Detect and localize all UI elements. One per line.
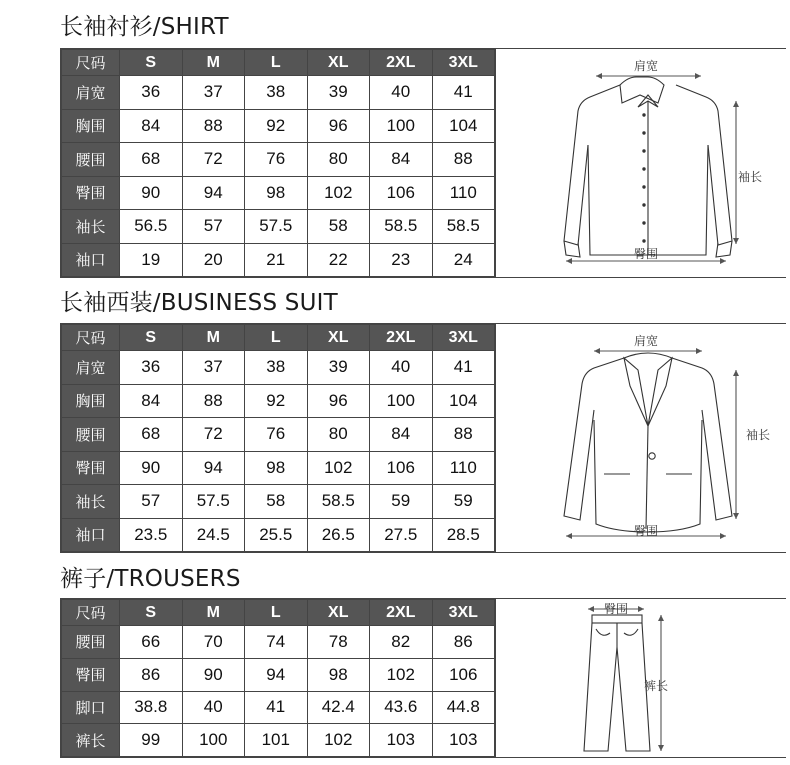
table-cell: 106: [432, 658, 495, 691]
size-header: 2XL: [370, 325, 433, 351]
table-cell: 41: [432, 351, 495, 385]
size-header: S: [120, 600, 183, 626]
size-header: L: [245, 325, 308, 351]
row-label: 腰围: [62, 626, 120, 659]
table-header-row: [62, 600, 495, 626]
illustration-label: 臀围: [634, 524, 659, 538]
table-cell: 94: [182, 176, 245, 210]
table-cell: 76: [245, 418, 308, 452]
table-cell: 94: [245, 658, 308, 691]
table-cell: 22: [307, 243, 370, 277]
size-header: 3XL: [432, 50, 495, 76]
row-label: 肩宽: [62, 76, 120, 110]
table-row: [62, 210, 495, 244]
table-cell: 92: [245, 384, 308, 418]
section-title-shirt: 长袖衬衫/SHIRT: [60, 14, 229, 40]
size-chart-shirt: [60, 48, 786, 278]
table-cell: 99: [120, 724, 183, 757]
table-cell: 98: [245, 176, 308, 210]
table-row: [62, 691, 495, 724]
corner-label: 尺码: [62, 50, 120, 76]
table-cell: 72: [182, 418, 245, 452]
illustration-label: 臀围: [634, 247, 659, 261]
table-cell: 58.5: [307, 485, 370, 519]
table-cell: 58.5: [432, 210, 495, 244]
table-cell: 110: [432, 176, 495, 210]
table-cell: 88: [432, 418, 495, 452]
table-cell: 36: [120, 76, 183, 110]
table-cell: 24.5: [182, 518, 245, 552]
illustration-label: 袖长: [746, 428, 771, 442]
illustration-label: 裤长: [644, 679, 669, 693]
table-cell: 94: [182, 451, 245, 485]
row-label: 脚口: [62, 691, 120, 724]
size-header: S: [120, 325, 183, 351]
table-cell: 36: [120, 351, 183, 385]
table-row: [62, 518, 495, 552]
size-table-suit: [61, 324, 495, 552]
table-cell: 19: [120, 243, 183, 277]
table-cell: 106: [370, 176, 433, 210]
row-label: 袖口: [62, 243, 120, 277]
table-cell: 20: [182, 243, 245, 277]
table-row: [62, 451, 495, 485]
table-cell: 98: [245, 451, 308, 485]
table-cell: 28.5: [432, 518, 495, 552]
table-cell: 84: [120, 109, 183, 143]
illustration-label: 肩宽: [634, 334, 659, 348]
row-label: 胸围: [62, 109, 120, 143]
table-cell: 84: [120, 384, 183, 418]
table-cell: 37: [182, 351, 245, 385]
table-cell: 80: [307, 418, 370, 452]
table-cell: 58: [307, 210, 370, 244]
table-cell: 88: [182, 384, 245, 418]
illustration-label: 肩宽: [634, 59, 659, 73]
illustration-label: 袖长: [738, 170, 763, 184]
table-cell: 82: [370, 626, 433, 659]
table-cell: 38.8: [120, 691, 183, 724]
table-row: [62, 724, 495, 757]
size-header: XL: [307, 600, 370, 626]
table-cell: 76: [245, 143, 308, 177]
table-cell: 57.5: [245, 210, 308, 244]
table-cell: 66: [120, 626, 183, 659]
table-cell: 88: [432, 143, 495, 177]
table-cell: 21: [245, 243, 308, 277]
table-cell: 25.5: [245, 518, 308, 552]
table-cell: 40: [370, 76, 433, 110]
table-row: [62, 109, 495, 143]
size-header: 3XL: [432, 325, 495, 351]
table-cell: 68: [120, 418, 183, 452]
trousers-icon: [496, 599, 787, 757]
size-chart-suit: [60, 323, 786, 553]
row-label: 胸围: [62, 384, 120, 418]
size-table-shirt: [61, 49, 495, 277]
size-header: L: [245, 50, 308, 76]
table-cell: 58: [245, 485, 308, 519]
shirt-icon: [496, 49, 787, 277]
table-cell: 39: [307, 76, 370, 110]
table-cell: 59: [432, 485, 495, 519]
table-cell: 86: [432, 626, 495, 659]
table-cell: 110: [432, 451, 495, 485]
table-cell: 96: [307, 384, 370, 418]
size-header: XL: [307, 50, 370, 76]
shirt-illustration: [495, 49, 786, 277]
size-header: M: [182, 600, 245, 626]
table-row: [62, 351, 495, 385]
table-row: [62, 485, 495, 519]
table-cell: 57.5: [182, 485, 245, 519]
table-row: [62, 143, 495, 177]
table-cell: 72: [182, 143, 245, 177]
table-cell: 37: [182, 76, 245, 110]
table-cell: 98: [307, 658, 370, 691]
table-cell: 24: [432, 243, 495, 277]
table-cell: 68: [120, 143, 183, 177]
table-cell: 106: [370, 451, 433, 485]
table-cell: 41: [245, 691, 308, 724]
corner-label: 尺码: [62, 600, 120, 626]
size-chart-trousers: [60, 598, 786, 758]
table-cell: 92: [245, 109, 308, 143]
table-row: [62, 76, 495, 110]
table-cell: 38: [245, 351, 308, 385]
table-cell: 102: [370, 658, 433, 691]
table-cell: 90: [120, 176, 183, 210]
trousers-illustration: [495, 599, 786, 757]
size-header: 2XL: [370, 600, 433, 626]
table-header-row: [62, 50, 495, 76]
table-cell: 41: [432, 76, 495, 110]
table-cell: 90: [120, 451, 183, 485]
table-cell: 43.6: [370, 691, 433, 724]
size-header: 3XL: [432, 600, 495, 626]
table-cell: 39: [307, 351, 370, 385]
table-cell: 100: [370, 109, 433, 143]
illustration-label: 臀围: [604, 602, 629, 616]
table-cell: 40: [182, 691, 245, 724]
table-cell: 103: [432, 724, 495, 757]
table-cell: 57: [182, 210, 245, 244]
table-cell: 74: [245, 626, 308, 659]
table-cell: 104: [432, 109, 495, 143]
suit-illustration: [495, 324, 786, 552]
row-label: 袖长: [62, 485, 120, 519]
table-cell: 84: [370, 418, 433, 452]
size-header: M: [182, 325, 245, 351]
table-cell: 103: [370, 724, 433, 757]
table-cell: 96: [307, 109, 370, 143]
table-cell: 101: [245, 724, 308, 757]
table-cell: 23: [370, 243, 433, 277]
table-cell: 59: [370, 485, 433, 519]
table-cell: 86: [120, 658, 183, 691]
table-cell: 57: [120, 485, 183, 519]
size-header: S: [120, 50, 183, 76]
suit-jacket-icon: [496, 324, 787, 552]
table-cell: 88: [182, 109, 245, 143]
table-cell: 44.8: [432, 691, 495, 724]
table-header-row: [62, 325, 495, 351]
table-cell: 23.5: [120, 518, 183, 552]
row-label: 臀围: [62, 451, 120, 485]
size-header: 2XL: [370, 50, 433, 76]
corner-label: 尺码: [62, 325, 120, 351]
row-label: 腰围: [62, 143, 120, 177]
table-cell: 80: [307, 143, 370, 177]
table-row: [62, 384, 495, 418]
section-title-trousers: 裤子/TROUSERS: [60, 566, 241, 592]
size-table-trousers: [61, 599, 495, 757]
table-cell: 100: [370, 384, 433, 418]
table-cell: 84: [370, 143, 433, 177]
row-label: 裤长: [62, 724, 120, 757]
table-row: [62, 658, 495, 691]
table-row: [62, 176, 495, 210]
table-cell: 58.5: [370, 210, 433, 244]
table-cell: 78: [307, 626, 370, 659]
section-title-suit: 长袖西装/BUSINESS SUIT: [60, 290, 338, 316]
table-cell: 100: [182, 724, 245, 757]
table-cell: 40: [370, 351, 433, 385]
table-cell: 42.4: [307, 691, 370, 724]
row-label: 腰围: [62, 418, 120, 452]
table-row: [62, 243, 495, 277]
row-label: 臀围: [62, 658, 120, 691]
table-cell: 26.5: [307, 518, 370, 552]
table-cell: 102: [307, 451, 370, 485]
table-row: [62, 626, 495, 659]
size-header: XL: [307, 325, 370, 351]
table-cell: 27.5: [370, 518, 433, 552]
row-label: 袖口: [62, 518, 120, 552]
table-cell: 102: [307, 724, 370, 757]
table-cell: 104: [432, 384, 495, 418]
table-cell: 102: [307, 176, 370, 210]
size-header: L: [245, 600, 308, 626]
size-header: M: [182, 50, 245, 76]
table-cell: 90: [182, 658, 245, 691]
table-cell: 70: [182, 626, 245, 659]
table-row: [62, 418, 495, 452]
row-label: 臀围: [62, 176, 120, 210]
row-label: 肩宽: [62, 351, 120, 385]
row-label: 袖长: [62, 210, 120, 244]
table-cell: 56.5: [120, 210, 183, 244]
table-cell: 38: [245, 76, 308, 110]
